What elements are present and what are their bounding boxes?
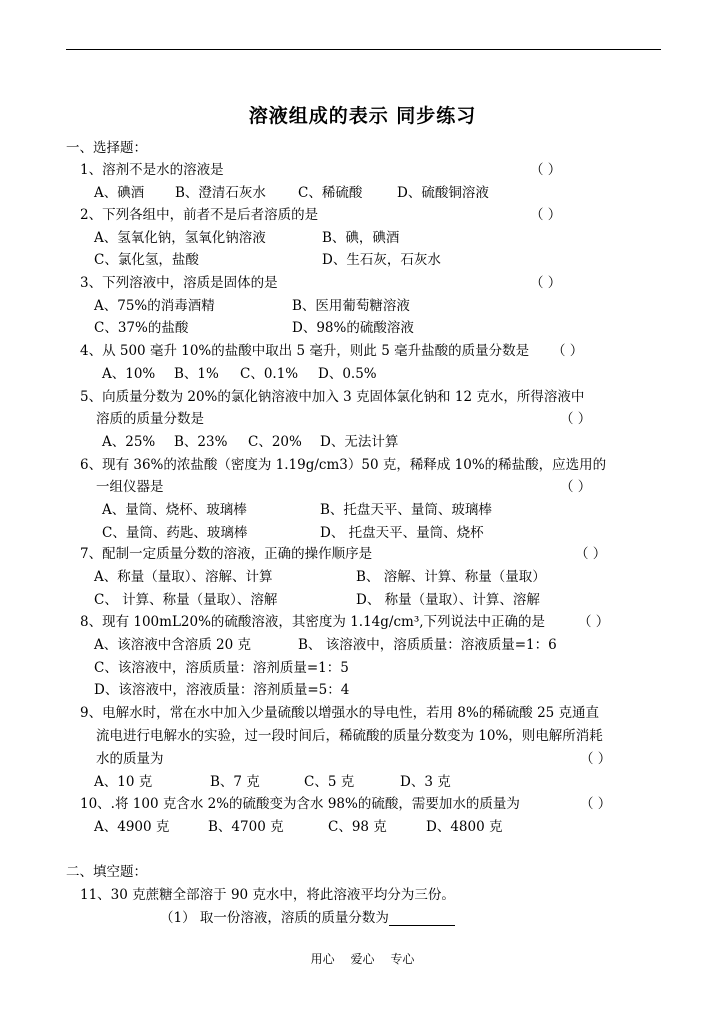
- question-3-stem: 3、下列溶液中，溶质是固体的是: [80, 275, 278, 291]
- option-c: C、 计算、称量（量取）、溶解: [94, 592, 278, 608]
- question-1-answer-blank: （ ）: [530, 162, 562, 178]
- question-8-answer-blank: （ ）: [578, 614, 610, 630]
- question-9-stem-continued: 流电进行电解水的实验，过一段时间后，稀硫酸的质量分数变为 10%，则电解所消耗: [96, 728, 603, 744]
- option-b: B、 溶解、计算、称量（量取）: [356, 569, 546, 585]
- question-2-stem: 2、下列各组中，前者不是后者溶质的是: [80, 207, 319, 223]
- answer-blank-line[interactable]: [389, 911, 455, 926]
- question-2-answer-blank: （ ）: [530, 207, 562, 223]
- question-1-stem: 1、溶剂不是水的溶液是: [80, 162, 224, 178]
- question-11-stem: 11、30 克蔗糖全部溶于 90 克水中，将此溶液平均分为三份。: [80, 887, 455, 903]
- option-d: D、4800 克: [426, 819, 503, 835]
- option-b: B、医用葡萄糖溶液: [292, 298, 410, 314]
- header-rule: [66, 49, 661, 50]
- footer-word: 专心: [390, 952, 415, 966]
- option-d: D、无法计算: [320, 434, 399, 450]
- footer-word: 爱心: [350, 952, 375, 966]
- option-a: A、该溶液中含溶质 20 克: [94, 637, 252, 653]
- question-11-part-1-text: （1） 取一份溶液，溶质的质量分数为: [160, 910, 389, 926]
- option-b: B、碘，碘酒: [322, 230, 400, 246]
- option-c: C、5 克: [304, 774, 355, 790]
- question-7-answer-blank: （ ）: [575, 546, 607, 562]
- option-b: B、1%: [174, 366, 219, 382]
- option-c: C、98 克: [328, 819, 387, 835]
- question-6-stem: 6、现有 36%的浓盐酸（密度为 1.19g/cm3）50 克，稀释成 10%的稀盐酸，应选用的: [80, 457, 607, 473]
- option-b: B、 该溶液中，溶质质量：溶液质量=1：6: [298, 637, 557, 653]
- option-d: D、3 克: [400, 774, 451, 790]
- option-c: C、该溶液中，溶质质量：溶剂质量=1：5: [94, 660, 349, 676]
- option-d: D、该溶液中，溶液质量：溶剂质量=5：4: [94, 682, 350, 698]
- option-d: D、98%的硫酸溶液: [292, 320, 414, 336]
- option-b: B、澄清石灰水: [175, 185, 266, 201]
- question-6-stem-continued: 一组仪器是: [96, 479, 164, 495]
- option-a: A、75%的消毒酒精: [94, 298, 215, 314]
- option-b: B、23%: [174, 434, 228, 450]
- question-9-stem-continued-2: 水的质量为: [96, 751, 164, 767]
- option-c: C、37%的盐酸: [94, 320, 189, 336]
- option-b: B、托盘天平、量筒、玻璃棒: [320, 502, 492, 518]
- question-9-answer-blank: （ ）: [580, 751, 612, 767]
- option-a: A、量筒、烧杯、玻璃棒: [102, 502, 247, 518]
- option-c: C、0.1%: [240, 366, 299, 382]
- option-c: C、20%: [248, 434, 302, 450]
- option-a: A、25%: [102, 434, 156, 450]
- question-9-stem: 9、电解水时，常在水中加入少量硫酸以增强水的导电性，若用 8%的稀硫酸 25 克通直: [80, 705, 600, 721]
- question-6-answer-blank: （ ）: [560, 479, 592, 495]
- option-d: D、 托盘天平、量筒、烧杯: [320, 525, 484, 541]
- question-4-stem: 4、从 500 毫升 10%的盐酸中取出 5 毫升，则此 5 毫升盐酸的质量分数是: [80, 343, 530, 359]
- question-10-stem: 10、.将 100 克含水 2%的硫酸变为含水 98%的硫酸，需要加水的质量为: [80, 796, 520, 812]
- option-d: D、硫酸铜溶液: [397, 185, 489, 201]
- question-5-answer-blank: （ ）: [560, 411, 592, 427]
- question-3-answer-blank: （ ）: [530, 275, 562, 291]
- option-a: A、4900 克: [94, 819, 170, 835]
- section-heading-fill-in: 二、填空题：: [66, 864, 147, 880]
- option-a: A、碘酒: [94, 185, 145, 201]
- option-a: A、10%: [102, 366, 156, 382]
- option-d: D、 称量（量取）、计算、溶解: [356, 592, 540, 608]
- option-d: D、0.5%: [318, 366, 377, 382]
- question-11-part-1: [160, 910, 455, 926]
- question-8-stem: 8、现有 100mL20%的硫酸溶液，其密度为 1.14g/cm³,下列说法中正确的是: [80, 614, 546, 630]
- option-a: A、10 克: [94, 774, 153, 790]
- option-b: B、7 克: [210, 774, 260, 790]
- page-title: 溶液组成的表示 同步练习: [248, 105, 477, 127]
- question-7-stem: 7、配制一定质量分数的溶液，正确的操作顺序是: [80, 546, 373, 562]
- option-c: C、量筒、药匙、玻璃棒: [102, 525, 248, 541]
- footer-word: 用心: [310, 952, 335, 966]
- option-d: D、生石灰，石灰水: [322, 252, 441, 268]
- section-heading-choice: 一、选择题：: [66, 140, 147, 156]
- option-c: C、氯化氢，盐酸: [94, 252, 199, 268]
- question-10-answer-blank: （ ）: [580, 796, 612, 812]
- option-a: A、称量（量取）、溶解、计算: [94, 569, 273, 585]
- page-footer: [0, 950, 725, 967]
- option-c: C、稀硫酸: [298, 185, 363, 201]
- question-5-stem-continued: 溶质的质量分数是: [96, 411, 204, 427]
- question-5-stem: 5、向质量分数为 20%的氯化钠溶液中加入 3 克固体氯化钠和 12 克水，所得溶液中: [80, 389, 585, 405]
- option-b: B、4700 克: [208, 819, 284, 835]
- option-a: A、氢氧化钠，氢氧化钠溶液: [94, 230, 266, 246]
- question-4-answer-blank: （ ）: [552, 343, 584, 359]
